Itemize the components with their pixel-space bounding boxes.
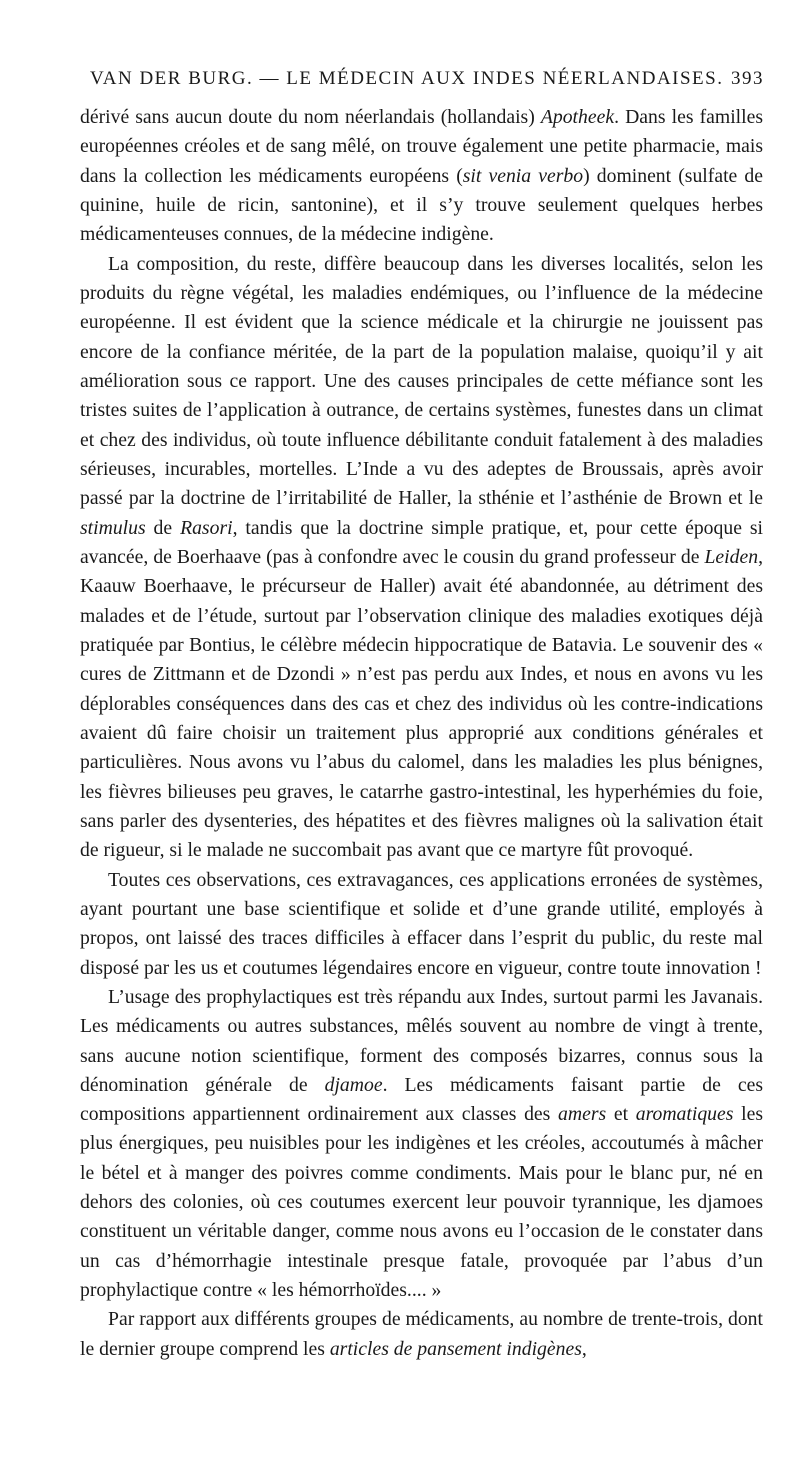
italic-term: articles de pansement indigènes [329, 1337, 582, 1360]
italic-term: Rasori [180, 516, 233, 539]
text-run: Par rapport aux différents groupes de médicaments, au nombre de trente-trois, dont le dernier groupe comprend les [80, 1308, 763, 1360]
paragraph [80, 866, 763, 983]
text-run: . Dans les familles européennes créoles et de sang mêlé, on trouve également une petite pharmacie, mais dans la collection les médicaments européens ( [80, 106, 763, 187]
paragraph [80, 250, 763, 866]
text-run: les plus énergiques, peu nuisibles pour les indigènes et les créoles, accoutumés à mâcher le bétel et à manger des poivres comme condiments. Mais pour le blanc pur, né en dehors des colonies, où ces coutumes exercent leur pouvoir tyrannique, les djamoes constituent un véritable danger, comme nous avons eu l’occasion de le constater dans un cas d’hémorrhagie intestinale presque fatale, provoquée par l’abus d’un prophylactique contre « les hémorrhoïdes.... » [80, 1103, 763, 1302]
text-run: dérivé sans aucun doute du nom néerlandais (hollandais) [80, 106, 541, 128]
italic-term: Apotheek [540, 106, 615, 128]
text-run: , [581, 1337, 587, 1360]
paragraph [80, 103, 763, 250]
text-run: , tandis que la doctrine simple pratique, et, pour cette époque si avancée, de Boerhaave (pas à confondre avec le cousin du grand professeur de [80, 516, 763, 568]
italic-term: amers [558, 1103, 607, 1126]
running-header [80, 64, 764, 98]
text-run: L’usage des prophylactiques est très répandu aux Indes, surtout parmi les Javanais. Les médicaments ou autres substances, mêlés souvent au nombre de vingt à trente, sans aucune notion scientifique, forment des composés bizarres, connus sous la dénomination générale de [80, 985, 763, 1096]
text-run: . Les médicaments faisant partie de ces compositions appartiennent ordinairement aux classes des [80, 1073, 763, 1126]
running-title: VAN DER BURG. — LE MÉDECIN AUX INDES NÉERLANDAISES. [90, 68, 724, 89]
paragraph [80, 983, 763, 1306]
text-run: La composition, du reste, diffère beaucoup dans les diverses localités, selon les produits du règne végétal, les maladies endémiques, ou l’influence de la médecine européenne. Il est évident que la science médicale et la chirurgie ne jouissent pas encore de la confiance méritée, de la part de la population malaise, quoiqu’il y ait amélioration sous ce rapport. Une des causes principales de cette méfiance sont les tristes suites de l’application à outrance, de certains systèmes, funestes dans un climat et chez des individus, où toute influence débilitante conduit fatalement à des maladies sérieuses, incurables, mortelles. L’Inde a vu des adeptes de Broussais, après avoir passé par la doctrine de l’irritabilité de Haller, la sthénie et l’asthénie de Brown et le [80, 252, 763, 510]
italic-term: djamoe [324, 1073, 383, 1096]
page-number: 393 [731, 68, 764, 89]
text-run: de [145, 516, 181, 539]
text-run: , Kaauw Boerhaave, le précurseur de Haller) avait été abandonnée, au détriment des malades et de l’étude, surtout par l’observation clinique des maladies exotiques déjà pratiquée par Bontius, le célèbre médecin hippocratique de Batavia. Le souvenir des « cures de Zittmann et de Dzondi » n’est pas perdu aux Indes, et nous en avons vu les déplorables conséquences dans des cas et chez des individus où les contre-indications avaient dû faire choisir un traitement plus approprié aux conditions générales et particulières. Nous avons vu l’abus du calomel, dans les maladies les plus bénignes, les fièvres bilieuses peu graves, le catarrhe gastro-intestinal, les hyperhémies du foie, sans parler des dysenteries, des hépatites et des fièvres malignes où la salivation était de rigueur, si le malade ne succombait pas avant que ce martyre fût provoqué. [80, 545, 763, 862]
text-run: ) dominent (sulfate de quinine, huile de ricin, santonine), et il s’y trouve seulement quelques herbes médicamenteuses connues, de la médecine indigène. [80, 164, 763, 246]
italic-term: sit venia verbo [462, 164, 584, 187]
paragraph [80, 1305, 763, 1364]
italic-term: Leiden [704, 545, 759, 568]
italic-term: stimulus [80, 516, 146, 539]
body-text [80, 103, 763, 1364]
text-run: Toutes ces observations, ces extravagances, ces applications erronées de systèmes, ayant pourtant une base scientifique et solide et d’une grande utilité, employés à propos, ont laissé des traces difficiles à effacer dans l’esprit du public, du reste mal disposé par les us et coutumes légendaires encore en vigueur, contre toute innovation ! [80, 868, 763, 979]
italic-term: aromatiques [635, 1103, 734, 1126]
text-run: et [606, 1103, 636, 1126]
